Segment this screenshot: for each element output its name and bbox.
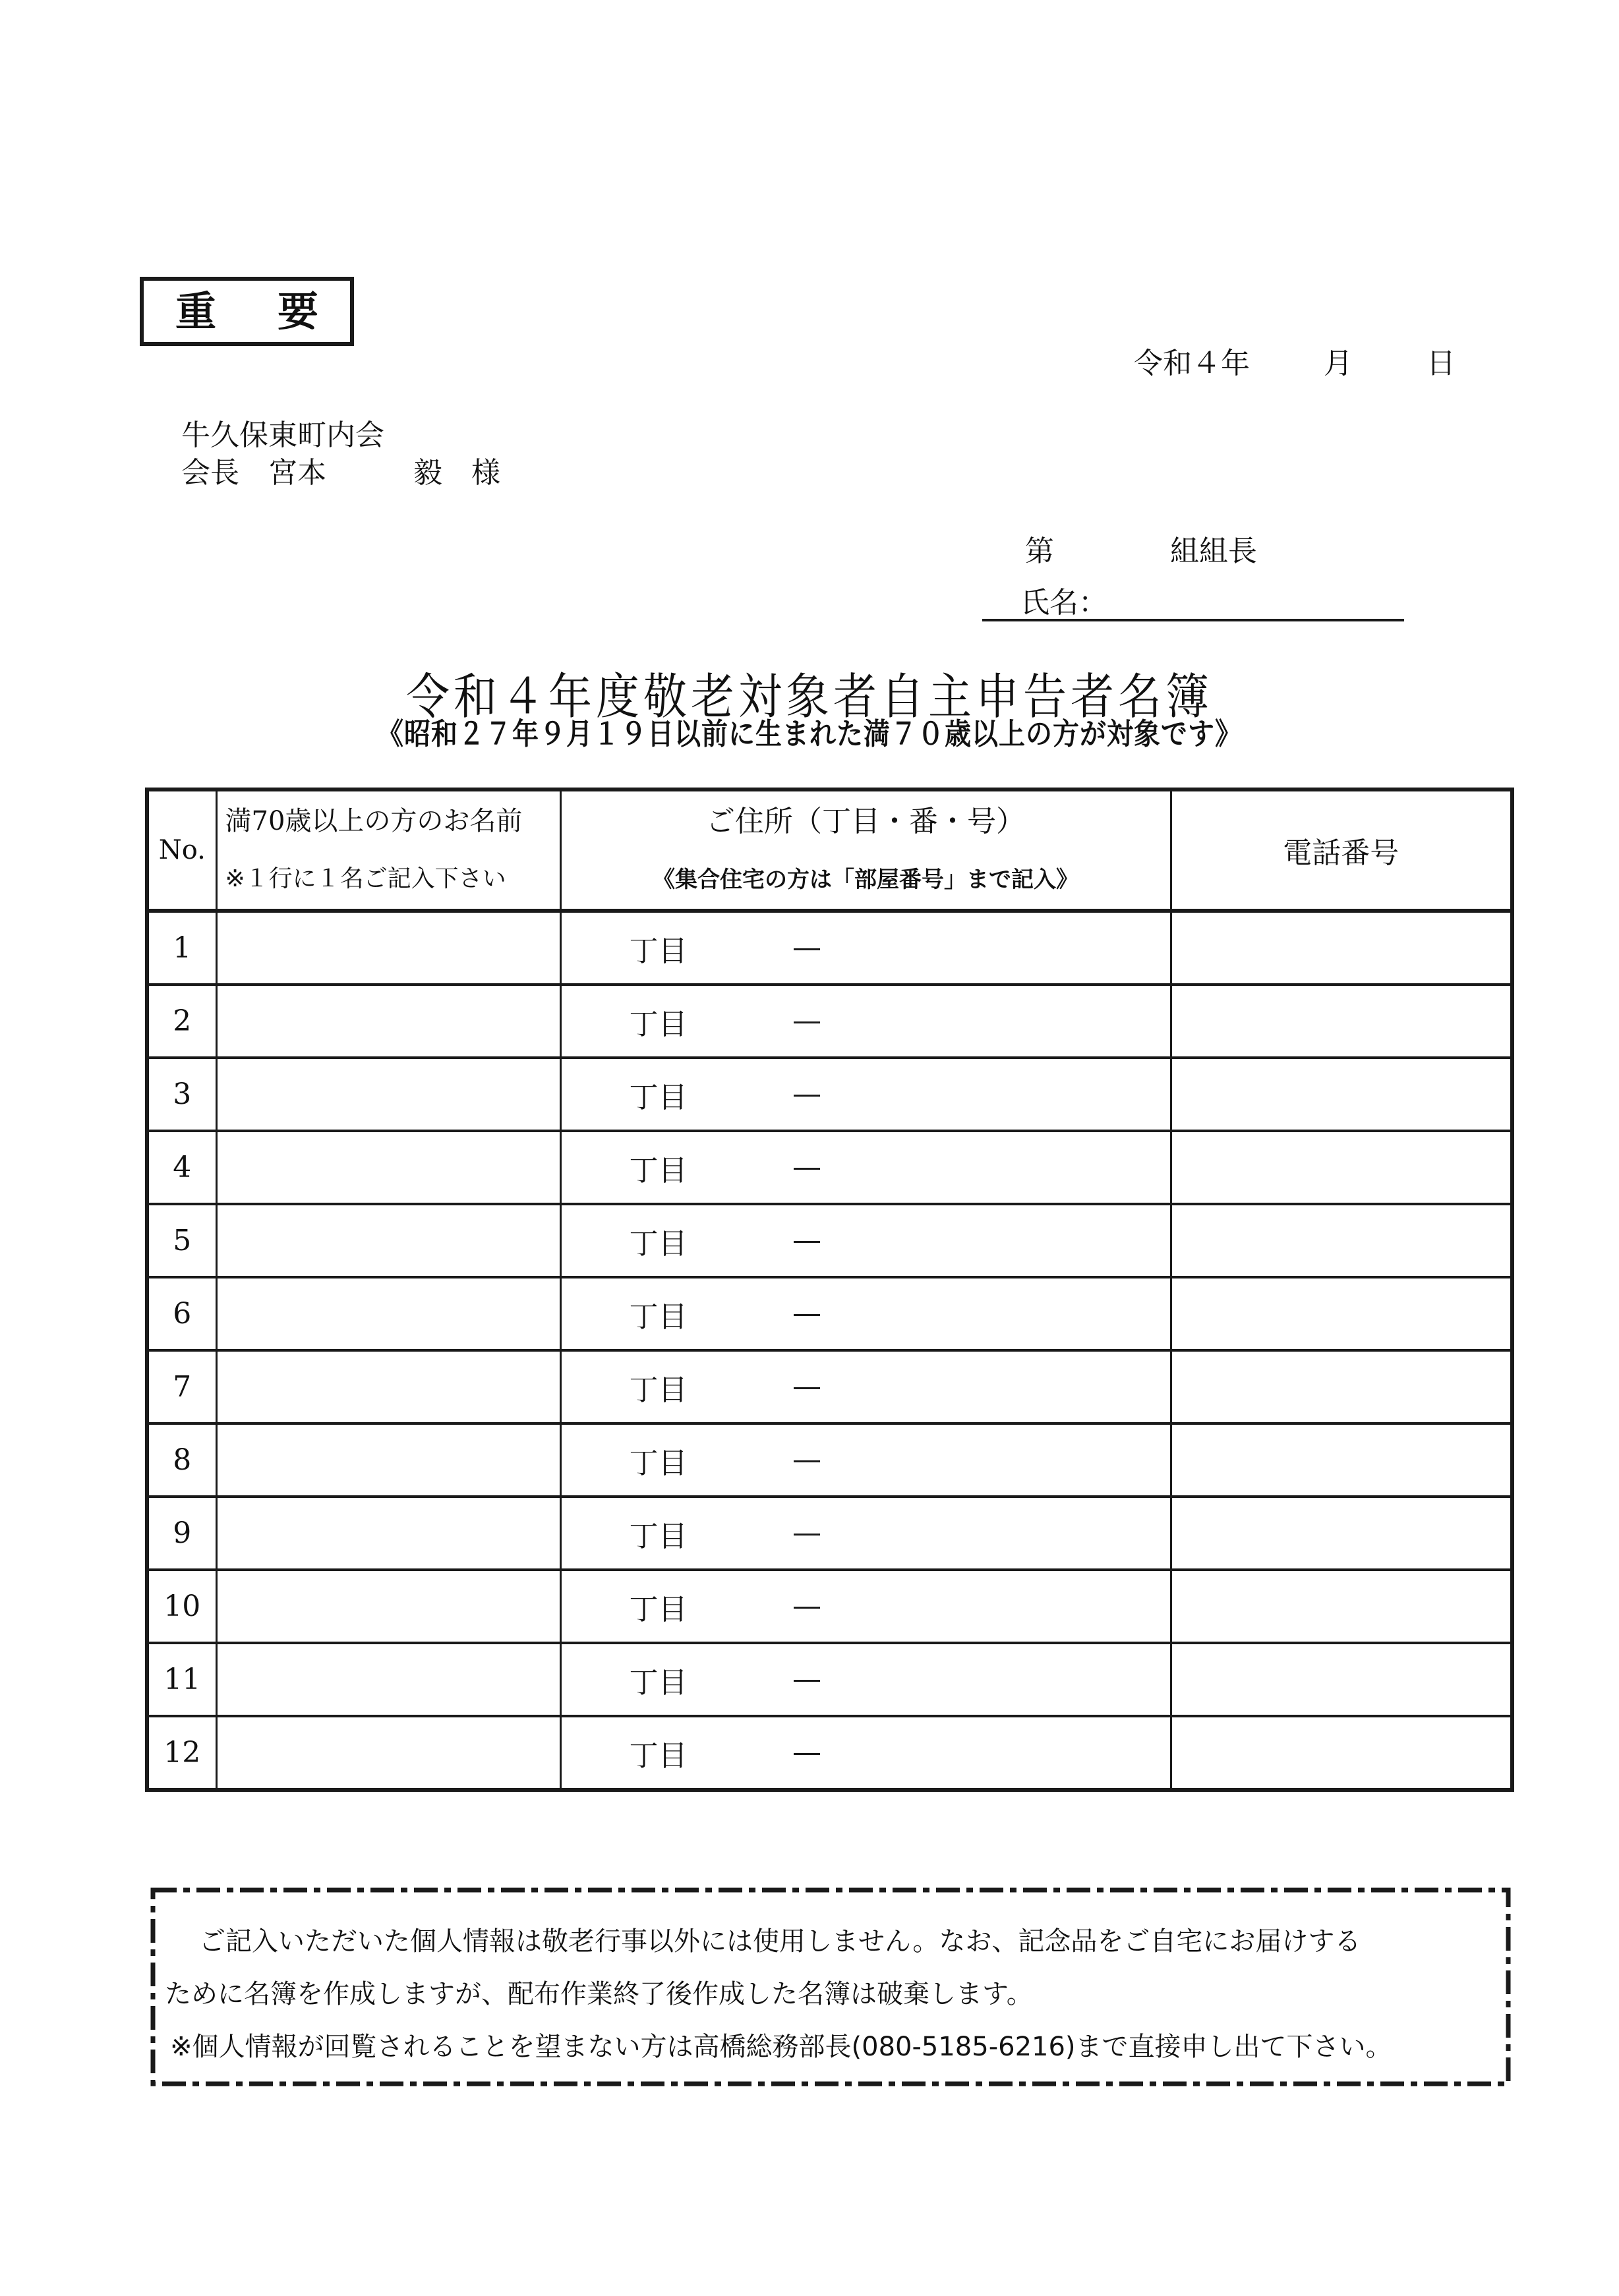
chome-label: 丁目 bbox=[629, 1226, 688, 1261]
chome-label: 丁目 bbox=[629, 1080, 688, 1114]
header-address-title: ご住所（丁目・番・号） bbox=[706, 805, 1025, 838]
chome-label: 丁目 bbox=[629, 1592, 688, 1626]
address-field[interactable] bbox=[560, 1277, 1171, 1350]
name-field[interactable] bbox=[216, 911, 560, 985]
phone-field[interactable] bbox=[1171, 985, 1512, 1058]
date-day: 日 bbox=[1427, 347, 1456, 380]
address-dash bbox=[794, 1460, 820, 1462]
date-era-year: 令和４年 bbox=[1134, 347, 1250, 380]
address-dash bbox=[794, 1021, 820, 1023]
row-number: 7 bbox=[147, 1350, 216, 1423]
chome-label: 丁目 bbox=[629, 1738, 688, 1773]
header-address-note: 《集合住宅の方は「部屋番号」まで記入》 bbox=[653, 867, 1078, 893]
table-row bbox=[147, 1643, 1512, 1716]
address-dash bbox=[794, 1241, 820, 1243]
address-field[interactable] bbox=[560, 1423, 1171, 1497]
name-field[interactable] bbox=[216, 1570, 560, 1643]
phone-field[interactable] bbox=[1171, 1131, 1512, 1204]
address-dash bbox=[794, 1168, 820, 1170]
address-dash bbox=[794, 948, 820, 950]
table-row bbox=[147, 911, 1512, 985]
header-phone: 電話番号 bbox=[1171, 789, 1512, 911]
table-row bbox=[147, 1350, 1512, 1423]
name-field[interactable] bbox=[216, 1058, 560, 1131]
address-dash bbox=[794, 1680, 820, 1682]
row-number: 1 bbox=[147, 911, 216, 985]
phone-field[interactable] bbox=[1171, 1716, 1512, 1790]
row-number: 2 bbox=[147, 985, 216, 1058]
header-name bbox=[216, 789, 560, 911]
address-field[interactable] bbox=[560, 1058, 1171, 1131]
name-field[interactable] bbox=[216, 1350, 560, 1423]
name-field[interactable] bbox=[216, 985, 560, 1058]
phone-field[interactable] bbox=[1171, 1277, 1512, 1350]
stamp-char-2: 要 bbox=[277, 287, 318, 335]
address-dash bbox=[794, 1607, 820, 1609]
table-header-row bbox=[147, 789, 1512, 911]
chome-label: 丁目 bbox=[629, 1446, 688, 1480]
phone-field[interactable] bbox=[1171, 1497, 1512, 1570]
address-field[interactable] bbox=[560, 1643, 1171, 1716]
name-field[interactable] bbox=[216, 1423, 560, 1497]
notice-line-1: ご記入いただいた個人情報は敬老行事以外には使用しません。なお、記念品をご自宅にお届けする bbox=[199, 1926, 1361, 1957]
address-field[interactable] bbox=[560, 1570, 1171, 1643]
table-row bbox=[147, 1058, 1512, 1131]
submitter-name-field[interactable] bbox=[982, 619, 1404, 621]
table-row bbox=[147, 1131, 1512, 1204]
address-field[interactable] bbox=[560, 1131, 1171, 1204]
row-number: 6 bbox=[147, 1277, 216, 1350]
addressee bbox=[181, 416, 500, 492]
row-number: 9 bbox=[147, 1497, 216, 1570]
table-row bbox=[147, 1497, 1512, 1570]
phone-field[interactable] bbox=[1171, 1423, 1512, 1497]
address-dash bbox=[794, 1314, 820, 1316]
address-dash bbox=[794, 1387, 820, 1389]
address-field[interactable] bbox=[560, 985, 1171, 1058]
document-title: 令和４年度敬老対象者自主申告者名簿 bbox=[406, 668, 1213, 726]
phone-field[interactable] bbox=[1171, 1570, 1512, 1643]
name-field[interactable] bbox=[216, 1643, 560, 1716]
name-field[interactable] bbox=[216, 1131, 560, 1204]
address-dash bbox=[794, 1753, 820, 1755]
group-leader-line: 第 組組長 bbox=[1025, 534, 1257, 568]
chome-label: 丁目 bbox=[629, 1153, 688, 1188]
address-field[interactable] bbox=[560, 911, 1171, 985]
row-number: 11 bbox=[147, 1643, 216, 1716]
address-dash bbox=[794, 1095, 820, 1097]
header-name-title: 満70歳以上の方のお名前 bbox=[225, 806, 523, 836]
notice-line-2: ために名簿を作成しますが、配布作業終了後作成した名簿は破棄します。 bbox=[165, 1979, 1033, 2009]
name-field[interactable] bbox=[216, 1204, 560, 1277]
address-dash bbox=[794, 1534, 820, 1535]
table-row bbox=[147, 985, 1512, 1058]
table-row bbox=[147, 1204, 1512, 1277]
addressee-person: 会長 宮本 毅 様 bbox=[181, 456, 500, 490]
phone-field[interactable] bbox=[1171, 1058, 1512, 1131]
name-field[interactable] bbox=[216, 1497, 560, 1570]
row-number: 3 bbox=[147, 1058, 216, 1131]
stamp-char-1: 重 bbox=[175, 287, 217, 335]
header-no: No. bbox=[147, 789, 216, 911]
phone-field[interactable] bbox=[1171, 1643, 1512, 1716]
chome-label: 丁目 bbox=[629, 1007, 688, 1041]
row-number: 12 bbox=[147, 1716, 216, 1790]
row-number: 4 bbox=[147, 1131, 216, 1204]
address-field[interactable] bbox=[560, 1204, 1171, 1277]
name-field[interactable] bbox=[216, 1716, 560, 1790]
notice-line-3: ※個人情報が回覧されることを望まない方は高橋総務部長(080-5185-6216)まで直接申し出て下さい。 bbox=[170, 2032, 1392, 2062]
chome-label: 丁目 bbox=[629, 1373, 688, 1407]
header-address bbox=[560, 789, 1171, 911]
phone-field[interactable] bbox=[1171, 1204, 1512, 1277]
row-number: 5 bbox=[147, 1204, 216, 1277]
phone-field[interactable] bbox=[1171, 911, 1512, 985]
privacy-notice-box bbox=[149, 1886, 1512, 2088]
header-name-note: ※１行に１名ご記入下さい bbox=[225, 865, 506, 892]
table-row bbox=[147, 1716, 1512, 1790]
chome-label: 丁目 bbox=[629, 1300, 688, 1334]
name-field[interactable] bbox=[216, 1277, 560, 1350]
address-field[interactable] bbox=[560, 1350, 1171, 1423]
address-field[interactable] bbox=[560, 1716, 1171, 1790]
submitter-name-label: 氏名： bbox=[1020, 586, 1107, 619]
chome-label: 丁目 bbox=[629, 934, 688, 968]
table-row bbox=[147, 1423, 1512, 1497]
chome-label: 丁目 bbox=[629, 1665, 688, 1700]
date-line bbox=[1134, 339, 1456, 382]
table-row bbox=[147, 1277, 1512, 1350]
table-row bbox=[147, 1570, 1512, 1643]
document-subtitle: 《昭和２７年９月１９日以前に生まれた満７０歳以上の方が対象です》 bbox=[377, 717, 1242, 752]
important-stamp bbox=[140, 277, 354, 346]
chome-label: 丁目 bbox=[629, 1519, 688, 1553]
address-field[interactable] bbox=[560, 1497, 1171, 1570]
addressee-organization: 牛久保東町内会 bbox=[181, 418, 384, 452]
row-number: 10 bbox=[147, 1570, 216, 1643]
roster-table bbox=[145, 788, 1514, 1792]
date-month: 月 bbox=[1324, 347, 1353, 380]
row-number: 8 bbox=[147, 1423, 216, 1497]
phone-field[interactable] bbox=[1171, 1350, 1512, 1423]
